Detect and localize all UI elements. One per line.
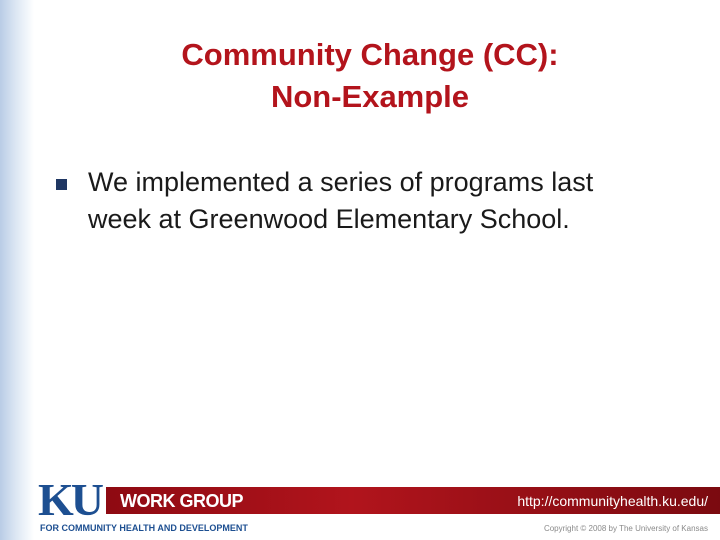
bullet-text — [88, 164, 676, 238]
slide-title — [60, 34, 680, 118]
bullet-item — [56, 164, 676, 238]
square-bullet-icon — [56, 179, 67, 190]
slide-title-line-2: Non-Example — [270, 79, 470, 114]
workgroup-label: WORK GROUP — [120, 491, 243, 511]
website-url[interactable]: http://communityhealth.ku.edu/ — [517, 493, 708, 509]
workgroup-bar — [106, 487, 720, 514]
copyright-notice: Copyright © 2008 by The University of Kansas — [543, 524, 708, 533]
footer-banner — [0, 474, 720, 540]
slide-title-line-1: Community Change (CC): — [181, 37, 559, 72]
left-decorative-stripe — [0, 0, 34, 540]
ku-logo: KU — [38, 474, 101, 525]
bullet-text-line-2: week at Greenwood Elementary School. — [88, 204, 570, 234]
footer-subtitle: FOR COMMUNITY HEALTH AND DEVELOPMENT — [40, 523, 248, 533]
bullet-text-line-1: We implemented a series of programs last — [88, 167, 594, 197]
bullet-list — [56, 164, 676, 238]
